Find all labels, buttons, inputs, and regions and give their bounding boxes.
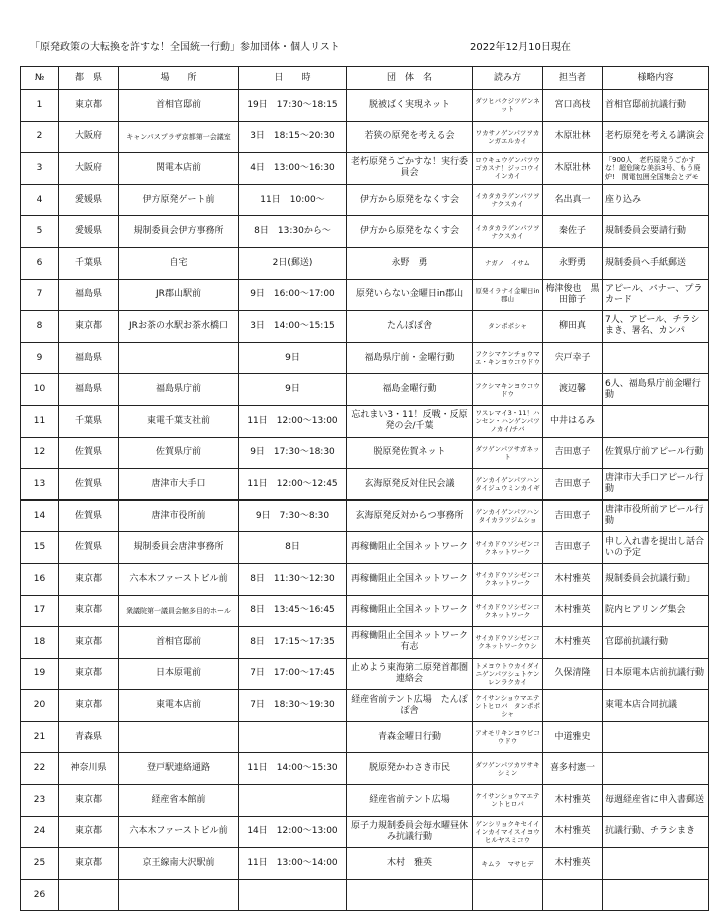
cell-no: 23 — [21, 785, 59, 817]
cell-no: 18 — [21, 627, 59, 659]
cell-prefecture — [59, 879, 119, 911]
cell-place: 経産省本館前 — [119, 785, 239, 817]
cell-no: 15 — [21, 532, 59, 564]
cell-person: 中道雅史 — [543, 721, 603, 753]
cell-description: 院内ヒアリング集会 — [603, 595, 709, 627]
cell-group: 再稼働阻止全国ネットワーク — [347, 532, 473, 564]
cell-group: たんぽぽ舎 — [347, 311, 473, 343]
cell-prefecture: 佐賀県 — [59, 469, 119, 501]
cell-datetime: 3日 14:00～15:15 — [239, 311, 347, 343]
cell-description — [603, 753, 709, 785]
cell-no: 24 — [21, 816, 59, 848]
cell-reading: アオモリキンヨウビコウドウ — [473, 721, 543, 753]
table-row — [21, 184, 709, 216]
table-row — [21, 437, 709, 469]
cell-place: 登戸駅連絡通路 — [119, 753, 239, 785]
cell-no: 7 — [21, 279, 59, 311]
col-header-place: 場 所 — [119, 67, 239, 90]
cell-place: 六本木ファーストビル前 — [119, 563, 239, 595]
cell-description: 規制委員会抗議行動」 — [603, 563, 709, 595]
cell-description: 官邸前抗議行動 — [603, 627, 709, 659]
cell-reading: トメヨウトウカイダイニゲンパツシュトケンレンラクカイ — [473, 658, 543, 690]
cell-datetime — [239, 721, 347, 753]
table-row — [21, 879, 709, 911]
cell-datetime: 9日 — [239, 342, 347, 374]
cell-reading: ケイサンショウマエテントヒロバ — [473, 785, 543, 817]
cell-person — [543, 879, 603, 911]
table-row — [21, 563, 709, 595]
cell-place: 六本木ファーストビル前 — [119, 816, 239, 848]
cell-person: 木村雅英 — [543, 848, 603, 880]
cell-reading: ワカサノゲンパツヲカンガエルカイ — [473, 121, 543, 153]
cell-person: 木村雅英 — [543, 785, 603, 817]
cell-no: 11 — [21, 405, 59, 437]
cell-prefecture: 青森県 — [59, 721, 119, 753]
cell-prefecture: 愛媛県 — [59, 184, 119, 216]
cell-no: 2 — [21, 121, 59, 153]
cell-person: 木村雅英 — [543, 595, 603, 627]
cell-description — [603, 405, 709, 437]
cell-person: 中井はるみ — [543, 405, 603, 437]
table-row — [21, 405, 709, 437]
cell-no: 20 — [21, 690, 59, 722]
cell-description: 毎週経産省に申入書郵送 — [603, 785, 709, 817]
cell-description: 座り込み — [603, 184, 709, 216]
cell-person: 宮口高枝 — [543, 90, 603, 122]
cell-person — [543, 690, 603, 722]
cell-person: 宍戸幸子 — [543, 342, 603, 374]
col-header-person: 担当者 — [543, 67, 603, 90]
cell-person: 喜多村憲一 — [543, 753, 603, 785]
table-row — [21, 658, 709, 690]
cell-prefecture: 千葉県 — [59, 247, 119, 279]
cell-no: 6 — [21, 247, 59, 279]
cell-group: 経産省前テント広場 たんぽぽ舎 — [347, 690, 473, 722]
col-header-datetime: 日 時 — [239, 67, 347, 90]
cell-reading: サイカドウソシゼンコクネットワーク — [473, 595, 543, 627]
table-header-row — [21, 67, 709, 90]
table-row — [21, 247, 709, 279]
cell-reading: フクシマキンヨウコウドウ — [473, 374, 543, 406]
cell-prefecture: 佐賀県 — [59, 437, 119, 469]
cell-prefecture: 東京都 — [59, 690, 119, 722]
cell-person: 木村雅英 — [543, 563, 603, 595]
cell-prefecture: 佐賀県 — [59, 500, 119, 532]
cell-group: 福島金曜行動 — [347, 374, 473, 406]
cell-reading: ダツヒバクジツゲンネット — [473, 90, 543, 122]
cell-prefecture: 東京都 — [59, 563, 119, 595]
cell-place: 佐賀県庁前 — [119, 437, 239, 469]
cell-place: 唐津市大手口 — [119, 469, 239, 501]
cell-group: 再稼働阻止全国ネットワーク — [347, 595, 473, 627]
table-row — [21, 374, 709, 406]
cell-place: 首相官邸前 — [119, 627, 239, 659]
cell-reading: 原発イラナイ金曜日in郡山 — [473, 279, 543, 311]
cell-datetime: 9日 7:30～8:30 — [239, 500, 347, 532]
table-row — [21, 153, 709, 185]
cell-datetime: 9日 16:00～17:00 — [239, 279, 347, 311]
cell-group: 永野 勇 — [347, 247, 473, 279]
cell-reading: ゲンカイゲンパツハンタイジュウミンカイギ — [473, 469, 543, 501]
cell-person: 吉田恵子 — [543, 500, 603, 532]
cell-prefecture: 佐賀県 — [59, 532, 119, 564]
cell-person: 木村雅英 — [543, 816, 603, 848]
table-row — [21, 279, 709, 311]
cell-datetime — [239, 879, 347, 911]
cell-person: 吉田恵子 — [543, 532, 603, 564]
cell-prefecture: 東京都 — [59, 90, 119, 122]
cell-place: 衆議院第一議員会館多目的ホール — [119, 595, 239, 627]
cell-prefecture: 大阪府 — [59, 121, 119, 153]
table-row — [21, 500, 709, 532]
cell-no: 4 — [21, 184, 59, 216]
cell-reading: ゲンカイゲンパツハンタイカラツジムショ — [473, 500, 543, 532]
cell-place: 規制委員会唐津事務所 — [119, 532, 239, 564]
participant-table — [20, 66, 709, 911]
col-header-group: 団 体 名 — [347, 67, 473, 90]
cell-group: 原発いらない金曜日in郡山 — [347, 279, 473, 311]
cell-reading: ダツゲンパツサガネット — [473, 437, 543, 469]
cell-prefecture: 東京都 — [59, 627, 119, 659]
cell-person: 木原壯林 — [543, 121, 603, 153]
cell-reading — [473, 879, 543, 911]
cell-description: アピール、バナー、プラカード — [603, 279, 709, 311]
cell-person: 名出真一 — [543, 184, 603, 216]
cell-prefecture: 福島県 — [59, 342, 119, 374]
cell-no: 16 — [21, 563, 59, 595]
cell-description: 申し入れ書を提出し話合いの予定 — [603, 532, 709, 564]
page-header — [30, 40, 690, 56]
cell-reading: サイカドウソシゼンコクネットワークウシ — [473, 627, 543, 659]
cell-description: 日本原電本店前抗議行動 — [603, 658, 709, 690]
col-header-description: 様略内容 — [603, 67, 709, 90]
col-header-prefecture: 都 県 — [59, 67, 119, 90]
cell-prefecture: 東京都 — [59, 785, 119, 817]
cell-datetime: 11日 14:00～15:30 — [239, 753, 347, 785]
cell-place: 東電千葉支社前 — [119, 405, 239, 437]
cell-no: 26 — [21, 879, 59, 911]
cell-no: 5 — [21, 216, 59, 248]
cell-datetime: 7日 18:30～19:30 — [239, 690, 347, 722]
cell-place: JRお茶の水駅お茶水橋口 — [119, 311, 239, 343]
cell-datetime: 7日 17:00～17:45 — [239, 658, 347, 690]
cell-group: 原子力規制委員会毎水曜昼休み抗議行動 — [347, 816, 473, 848]
cell-description — [603, 879, 709, 911]
cell-place: 関電本店前 — [119, 153, 239, 185]
cell-description: 唐津市大手口アピール行動 — [603, 469, 709, 501]
cell-datetime: 11日 13:00～14:00 — [239, 848, 347, 880]
cell-no: 21 — [21, 721, 59, 753]
cell-person: 木村雅英 — [543, 627, 603, 659]
cell-no: 14 — [21, 500, 59, 532]
cell-description: 6人、福島県庁前金曜行動 — [603, 374, 709, 406]
cell-group: 脱原発かわさき市民 — [347, 753, 473, 785]
table-row — [21, 342, 709, 374]
cell-no: 8 — [21, 311, 59, 343]
cell-group: 止めよう東海第二原発首都圏連絡会 — [347, 658, 473, 690]
cell-description: 規制委員会要請行動 — [603, 216, 709, 248]
cell-reading: ナガノ イサム — [473, 247, 543, 279]
cell-place — [119, 879, 239, 911]
cell-group: 脱被ばく実現ネット — [347, 90, 473, 122]
cell-person: 吉田恵子 — [543, 437, 603, 469]
cell-prefecture: 東京都 — [59, 595, 119, 627]
cell-description: 東電本店合同抗議 — [603, 690, 709, 722]
cell-group: 再稼働阻止全国ネットワーク — [347, 563, 473, 595]
cell-prefecture: 福島県 — [59, 374, 119, 406]
cell-place: 東電本店前 — [119, 690, 239, 722]
cell-place: 日本原電前 — [119, 658, 239, 690]
table-row — [21, 816, 709, 848]
cell-reading: イカタカラゲンパツヲナクスカイ — [473, 216, 543, 248]
table-row — [21, 721, 709, 753]
cell-description: 「900人 老朽原発うごかすな！超危険な美浜3号、もう廃炉! 関電包囲全国集会とデモ — [603, 153, 709, 185]
cell-reading: イカタカラゲンパツヲナクスカイ — [473, 184, 543, 216]
cell-prefecture: 大阪府 — [59, 153, 119, 185]
cell-person: 木原壯林 — [543, 153, 603, 185]
cell-group: 玄海原発反対からつ事務所 — [347, 500, 473, 532]
cell-no: 1 — [21, 90, 59, 122]
table-row — [21, 627, 709, 659]
cell-no: 3 — [21, 153, 59, 185]
cell-group: 再稼働阻止全国ネットワーク有志 — [347, 627, 473, 659]
document-title: 「原発政策の大転換を許すな！全国統一行動」参加団体・個人リスト — [30, 42, 340, 53]
cell-no: 12 — [21, 437, 59, 469]
cell-datetime: 9日 — [239, 374, 347, 406]
cell-datetime: 2日(郵送) — [239, 247, 347, 279]
cell-group: 経産省前テント広場 — [347, 785, 473, 817]
cell-group: 福島県庁前・金曜行動 — [347, 342, 473, 374]
table-row — [21, 121, 709, 153]
col-header-reading: 読み方 — [473, 67, 543, 90]
cell-group — [347, 879, 473, 911]
cell-datetime: 3日 18:15～20:30 — [239, 121, 347, 153]
participant-list-sheet — [20, 66, 708, 902]
cell-no: 25 — [21, 848, 59, 880]
cell-no: 17 — [21, 595, 59, 627]
cell-description — [603, 848, 709, 880]
cell-reading: サイカドウソシゼンコクネットワーク — [473, 532, 543, 564]
cell-datetime: 19日 17:30～18:15 — [239, 90, 347, 122]
cell-reading: ダツゲンパツカワサキシミン — [473, 753, 543, 785]
cell-person: 久保清隆 — [543, 658, 603, 690]
cell-reading: キムラ マサヒデ — [473, 848, 543, 880]
cell-datetime — [239, 785, 347, 817]
cell-person: 吉田恵子 — [543, 469, 603, 501]
cell-no: 22 — [21, 753, 59, 785]
cell-reading: ワスレマイ3・11！ハンセン・ハンゲンパツノカイ/チバ — [473, 405, 543, 437]
cell-group: 玄海原発反対住民会議 — [347, 469, 473, 501]
cell-description: 7人、アピール、チラシまき、署名、カンパ — [603, 311, 709, 343]
as-of-date: 2022年12月10日現在 — [470, 42, 571, 53]
table-row — [21, 690, 709, 722]
cell-reading: サイカドウソシゼンコクネットワーク — [473, 563, 543, 595]
cell-prefecture: 東京都 — [59, 848, 119, 880]
cell-group: 忘れまい3・11！反戦・反原発の会/千葉 — [347, 405, 473, 437]
cell-person: 渡辺馨 — [543, 374, 603, 406]
cell-group: 青森金曜日行動 — [347, 721, 473, 753]
table-row — [21, 848, 709, 880]
cell-group: 伊方から原発をなくす会 — [347, 184, 473, 216]
table-row — [21, 785, 709, 817]
cell-place: 伊方原発ゲート前 — [119, 184, 239, 216]
cell-reading: ケイサンショウマエテントヒロバ タンポポシャ — [473, 690, 543, 722]
cell-datetime: 8日 13:45～16:45 — [239, 595, 347, 627]
cell-datetime: 11日 12:00～12:45 — [239, 469, 347, 501]
cell-datetime: 11日 12:00～13:00 — [239, 405, 347, 437]
cell-description: 首相官邸前抗議行動 — [603, 90, 709, 122]
cell-person: 秦佐子 — [543, 216, 603, 248]
cell-description — [603, 721, 709, 753]
cell-place — [119, 721, 239, 753]
table-row — [21, 532, 709, 564]
cell-datetime: 8日 11:30～12:30 — [239, 563, 347, 595]
cell-datetime: 8日 17:15～17:35 — [239, 627, 347, 659]
cell-description — [603, 342, 709, 374]
cell-no: 13 — [21, 469, 59, 501]
cell-no: 10 — [21, 374, 59, 406]
cell-prefecture: 愛媛県 — [59, 216, 119, 248]
cell-reading: フクシマケンチョウマエ・キンヨウコウドウ — [473, 342, 543, 374]
cell-prefecture: 東京都 — [59, 311, 119, 343]
cell-reading: タンポポシャ — [473, 311, 543, 343]
cell-description: 唐津市役所前アピール行動 — [603, 500, 709, 532]
cell-place: 京王線南大沢駅前 — [119, 848, 239, 880]
table-row — [21, 595, 709, 627]
cell-prefecture: 東京都 — [59, 816, 119, 848]
cell-datetime: 8日 13:30から～ — [239, 216, 347, 248]
cell-prefecture: 福島県 — [59, 279, 119, 311]
cell-datetime: 14日 12:00～13:00 — [239, 816, 347, 848]
cell-group: 若狭の原発を考える会 — [347, 121, 473, 153]
col-header-no: № — [21, 67, 59, 90]
cell-place: キャンパスプラザ京都第一会議室 — [119, 121, 239, 153]
cell-datetime: 11日 10:00～ — [239, 184, 347, 216]
cell-group: 脱原発佐賀ネット — [347, 437, 473, 469]
table-row — [21, 469, 709, 501]
cell-no: 19 — [21, 658, 59, 690]
cell-group: 老朽原発うごかすな！実行委員会 — [347, 153, 473, 185]
cell-description: 佐賀県庁前アピール行動 — [603, 437, 709, 469]
cell-datetime: 8日 — [239, 532, 347, 564]
cell-place: 首相官邸前 — [119, 90, 239, 122]
cell-place: 規制委員会伊方事務所 — [119, 216, 239, 248]
cell-reading: ロウキュウゲンパツウゴカスナ！ジッコウイインカイ — [473, 153, 543, 185]
cell-place: 唐津市役所前 — [119, 500, 239, 532]
table-row — [21, 216, 709, 248]
cell-prefecture: 千葉県 — [59, 405, 119, 437]
cell-description: 抗議行動、チラシまき — [603, 816, 709, 848]
cell-datetime: 4日 13:00～16:30 — [239, 153, 347, 185]
cell-datetime: 9日 17:30～18:30 — [239, 437, 347, 469]
cell-group: 木村 雅英 — [347, 848, 473, 880]
table-row — [21, 753, 709, 785]
table-row — [21, 311, 709, 343]
cell-person: 梅津俊也 黒田節子 — [543, 279, 603, 311]
cell-place: 自宅 — [119, 247, 239, 279]
cell-place: JR郡山駅前 — [119, 279, 239, 311]
cell-reading: ゲンシリョクキセイイインカイマイスイヨウヒルヤスミコウ — [473, 816, 543, 848]
cell-no: 9 — [21, 342, 59, 374]
table-row — [21, 90, 709, 122]
cell-person: 永野勇 — [543, 247, 603, 279]
cell-description: 規制委員へ手紙郵送 — [603, 247, 709, 279]
cell-place — [119, 342, 239, 374]
cell-prefecture: 神奈川県 — [59, 753, 119, 785]
cell-place: 福島県庁前 — [119, 374, 239, 406]
cell-prefecture: 東京都 — [59, 658, 119, 690]
cell-description: 老朽原発を考える講演会 — [603, 121, 709, 153]
cell-group: 伊方から原発をなくす会 — [347, 216, 473, 248]
cell-person: 柳田真 — [543, 311, 603, 343]
